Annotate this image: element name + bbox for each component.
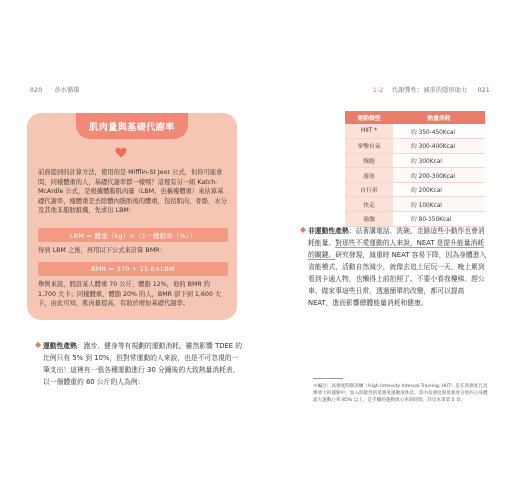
table-cell-activity: 自行車 <box>345 182 393 197</box>
neat-highlight-1: 對那些不愛運動的人來說， <box>335 239 417 247</box>
term-neat: 非運動性產熱 <box>308 227 349 235</box>
page-number-right: 021 <box>477 87 490 94</box>
table-row <box>345 212 485 227</box>
table-row <box>345 182 485 197</box>
formula-lbm: LBM = 體重（kg）×（1－體脂率（%）） <box>38 228 228 242</box>
table-cell-calories: 約 300Kcal <box>393 153 485 168</box>
exercise-thermogenesis-text <box>43 340 243 388</box>
heart-icon <box>115 147 127 158</box>
exercise-thermogenesis-body: ：跑步、健身等有規劃的運動消耗。雖然影響 TDEE 的比例只有 5% 到 10%，但對常運動的人來說，也是不可忽視的一筆支出！這裡有一張各種運動進行 30 分鐘後的大致熱量消耗表，以一個體重約 60 公斤的人為例： <box>43 342 243 386</box>
sidebar-paragraph-3: 舉例來說，假設某人體重 70 公斤、體脂 12%，他的 BMR 約 1,700 大卡；同樣體重，體脂 20% 的人，BMR 卻下到 1,600 大卡，由此可知，肌肉量提高，有助於增加基礎代謝率。 <box>38 281 222 308</box>
chapter-number: 1-2 <box>372 87 384 94</box>
neat-text <box>308 225 490 309</box>
neat-body-rest: 研究發現，減重時 NEAT 容易下降，因為身體進入省能模式，活動自然減少，就像去追上尼玩一天，晚上累到看到卡通人物，也懶得上前拍照了。不要小看我樓梯、趕公車、做家事這些日常，透過簡單的改變，都可以提高 NEAT，進而影響總體能量消耗和健康。 <box>308 251 487 307</box>
footnote: ＊編注：高強度間歇訓練（High Intensity Interval Training, HIIT）是在高強度且具爆發力的運動中，加入間歇性的低強度運動或休息，其中高強度與低強度分別約占身體最大運動心率 85% 以上，是手腳的運動與心率的時間，詳見本書第 5 章。 <box>313 384 488 404</box>
calorie-table <box>345 111 485 227</box>
table-cell-activity: 快走 <box>345 197 393 212</box>
running-head-left <box>30 85 80 94</box>
bullet-icon: ◆ <box>300 225 307 234</box>
page-number-left: 020 <box>30 87 43 94</box>
table-header: 運動類型 <box>345 111 393 124</box>
table-row <box>345 168 485 183</box>
sidebar-title: 肌肉量與基礎代謝率 <box>76 113 188 139</box>
table-row <box>345 197 485 212</box>
neat-highlight-2: NEAT 是提升能量消耗的關鍵。 <box>308 239 485 259</box>
table-cell-calories: 約 200-300Kcal <box>393 168 485 183</box>
footnote-rule <box>313 378 343 379</box>
table-cell-calories: 約 100Kcal <box>393 197 485 212</box>
running-head-right <box>373 85 490 94</box>
table-row <box>345 124 485 139</box>
running-head-right-title: 代謝彈性：減重的隱形助力 <box>391 87 468 94</box>
table-row <box>345 139 485 154</box>
table-cell-calories: 約 200Kcal <box>393 182 485 197</box>
table-cell-calories: 約 350-450Kcal <box>393 124 485 139</box>
table-cell-activity: 瑜伽 <box>345 212 393 227</box>
table-cell-activity: 拳擊有氧 <box>345 139 393 154</box>
table-cell-calories: 約 300-400Kcal <box>393 139 485 154</box>
table-cell-calories: 約 80-150Kcal <box>393 212 485 227</box>
table-cell-activity: HIIT * <box>345 124 393 139</box>
table-cell-activity: 游泳 <box>345 168 393 183</box>
formula-bmr: BMR = 370 + 21.6×LBM <box>38 262 228 276</box>
neat-item <box>300 225 490 309</box>
bullet-icon: ◆ <box>35 340 42 349</box>
running-head-left-title: 菸水循環 <box>54 87 80 94</box>
table-cell-activity: 慢跑 <box>345 153 393 168</box>
table-header: 熱量消耗 <box>393 111 485 124</box>
table-row <box>345 153 485 168</box>
neat-body-intro: ：站著講電話、洗碗、走路這些小動作也會消耗能量。 <box>308 227 485 247</box>
sidebar-paragraph-2: 得到 LBM 之後，再用以下公式來計算 BMR： <box>38 247 166 254</box>
exercise-thermogenesis-item <box>35 340 243 388</box>
term-exercise-thermogenesis: 運動性產熱 <box>43 342 77 350</box>
sidebar-paragraph-1: 前面提到的計算方法，使用的是 Mifflin-St Jeor 公式，但你可能會問，同樣體重的人，基礎代謝率都一樣嗎？這裡有另一組 Katch-McArdle 公式，是根據體脂肌肉量（LBM，也稱瘦體重）來估算基礎代謝率，瘦體重是去除體內脂肪後的體重，包括肌肉、骨骼、水分及其他非脂肪組織，先求出 LBM： <box>38 169 227 215</box>
table-header-row <box>345 111 485 124</box>
